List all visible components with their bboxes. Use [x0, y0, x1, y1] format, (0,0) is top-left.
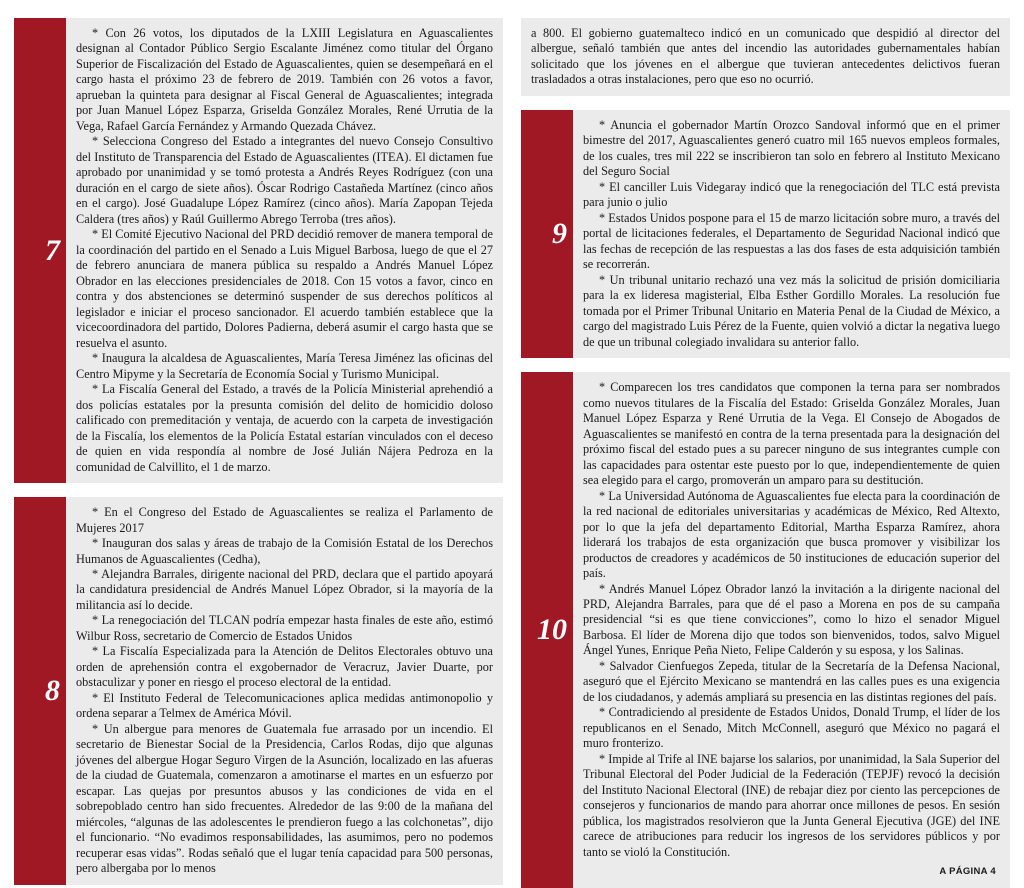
paragraph: * Un albergue para menores de Guatemala fue arrasado por un incendio. El secretario de Bienestar Social de la Presidencia, Carlos Rodas, dijo que algunas jóvenes del albergue Hogar Seguro Virgen de la Asunción, localizado en las afueras de la ciudad de Guatemala, comenzaron a amotinarse el martes en un esfuerzo por escapar. Las quejas por presuntos abusos y las condiciones de vida en el sobrepoblado centro han sido frecuentes. Alrededor de las 9:00 de la mañana del miércoles, “algunas de las adolescentes le prendieron fuego a las colchonetas”, dijo el funcionario. “No evadimos responsabilidades, las asumimos, pero no podemos recuperar esas vidas”. Rodas señaló que el lugar tenía capacidad para 500 personas, pero albergaba por lo menos	[76, 721, 493, 876]
paragraph: * Anuncia el gobernador Martín Orozco Sandoval informó que en el primer bimestre del 2017, Aguascalientes generó cuatro mil 165 nuevos empleos formales, de los cuales, tres mil 222 se inscribieron tan solo en febrero al Instituto Mexicano del Seguro Social	[583, 117, 1000, 179]
brief-number-strip-10	[521, 372, 573, 888]
brief-block-8	[14, 497, 503, 885]
paragraph: * Salvador Cienfuegos Zepeda, titular de la Secretaría de la Defensa Nacional, aseguró que el Ejército Mexicano se mantendrá en las calles pues es una exigencia de los ciudadanos, y además ampliará su presencia en las distintas regiones del país.	[583, 658, 1000, 704]
continuation-text	[521, 18, 1010, 96]
paragraph: * Un tribunal unitario rechazó una vez más la solicitud de prisión domiciliaria para la ex lideresa magisterial, Elba Esther Gordillo Morales. La resolución fue tomada por el Primer Tribunal Unitario en Materia Penal de la Ciudad de México, a cargo del magistrado Luis Pérez de la Fuente, quien volvió a dictar la negativa luego de que un tribunal colegiado invalidara su anterior fallo.	[583, 272, 1000, 349]
paragraph: * El canciller Luis Videgaray indicó que la renegociación del TLC está prevista para junio o julio	[583, 179, 1000, 210]
paragraph: * Inauguran dos salas y áreas de trabajo de la Comisión Estatal de los Derechos Humanos de Aguascalientes (Cedha),	[76, 536, 493, 566]
jump-to-page-link[interactable]	[583, 860, 1000, 880]
paragraph: * La Fiscalía General del Estado, a través de la Policía Ministerial aprehendió a dos policías estatales por la presunta comisión del delito de homicidio doloso calificado con premeditación y ventaja, de acuerdo con la carpeta de investigación de la Fiscalía, los elementos de la Policía Estatal estarían vinculados con el deceso de quien en vida respondía al nombre de José Julián Nájera Pedroza en la comunidad de Calvillito, el 1 de marzo.	[76, 382, 493, 474]
paragraph: * En el Congreso del Estado de Aguascalientes se realiza el Parlamento de Mujeres 2017	[76, 505, 493, 535]
jump-to-page-label: A PÁGINA 4	[939, 866, 996, 878]
brief-number-strip-9	[521, 110, 573, 358]
paragraph: * Con 26 votos, los diputados de la LXIII Legislatura en Aguascalientes designan al Contador Público Sergio Escalante Jiménez como titular del Órgano Superior de Fiscalización del Estado de Aguascalientes, quien se desempeñará en el cargo hasta el próximo 23 de febrero de 2019. También con 26 votos a favor, aprueban la quinteta para designar al Fiscal General de Aguascalientes; integrada por Juan Manuel López Esparza, Griselda González Morales, René Urrutia de la Vega, Rafael García Fernández y Armando Quezada Chávez.	[76, 26, 493, 133]
paragraph: * La Fiscalía Especializada para la Atención de Delitos Electorales obtuvo una orden de aprehensión contra el exgobernador de Veracruz, Javier Duarte, por obstaculizar y poner en riesgo el proceso electoral de la entidad.	[76, 644, 493, 690]
brief-number-strip-8	[14, 497, 66, 885]
brief-number-7: 7	[45, 233, 60, 267]
brief-body-10	[573, 372, 1010, 888]
paragraph: * Andrés Manuel López Obrador lanzó la invitación a la dirigente nacional del PRD, Alejandra Barrales, para que dé el paso a Morena en pos de su campaña presidencial “si es que tiene convicciones”, como lo hizo el senador Miguel Barbosa. El líder de Morena dijo que todos son bienvenidos, todos, salvo Miguel Ángel Yunes, Enrique Peña Nieto, Felipe Calderón y su esposa, y los Salinas.	[583, 581, 1000, 658]
brief-body-7	[66, 18, 503, 483]
right-column	[521, 18, 1010, 878]
brief-number-strip-7	[14, 18, 66, 483]
paragraph: * Estados Unidos pospone para el 15 de marzo licitación sobre muro, a través del portal de licitaciones federales, el Departamento de Seguridad Nacional indicó que las fechas de recepción de las respuestas a las dos fases de esta adquisición también se recorrerán.	[583, 210, 1000, 272]
brief-body-9	[573, 110, 1010, 358]
paragraph: * El Comité Ejecutivo Nacional del PRD decidió remover de manera temporal de la coordinación del partido en el Senado a Luis Miguel Barbosa, luego de que el 27 de febrero anunciara de manera pública su respaldo a Andrés Manuel López Obrador en las elecciones presidenciales de 2018. Con 15 votos a favor, cinco en contra y dos abstenciones se determinó suspender de sus derechos políticos al legislador e iniciar el proceso sancionador. El acuerdo también establece que la vicecoordinadora del partido, Dolores Padierna, deberá asumir el cargo hasta que se resuelva el asunto.	[76, 227, 493, 350]
paragraph: * Alejandra Barrales, dirigente nacional del PRD, declara que el partido apoyará la candidatura presidencial de Andrés Manuel López Obrador, si la mayoría de la militancia así lo decide.	[76, 566, 493, 612]
left-column	[14, 18, 503, 876]
brief-number-8: 8	[45, 673, 60, 707]
paragraph: * Impide al Trife al INE bajarse los salarios, por unanimidad, la Sala Superior del Tribunal Electoral del Poder Judicial de la Federación (TEPJF) revocó la decisión del Instituto Nacional Electoral (INE) de rebajar diez por ciento las percepciones de consejeros y funcionarios de mando para ahorrar once millones de pesos. En sesión pública, los magistrados resolvieron que la Junta General Ejecutiva (JGE) del INE carece de atribuciones para reducir los ingresos de los servidores públicos y por tanto se violó la Constitución.	[583, 751, 1000, 859]
paragraph: * Comparecen los tres candidatos que componen la terna para ser nombrados como nuevos titulares de la Fiscalía del Estado: Griselda González Morales, Juan Manuel López Esparza y René Urrutia de la Vega. El Consejo de Abogados de Aguascalientes se manifestó en contra de la terna presentada para la designación del próximo fiscal del estado pues a su parecer ninguno de sus integrantes cumple con las capacidades para ostentar este puesto por lo que, independientemente de quien sea elegido para el cargo, promoverán un amparo para su destitución.	[583, 380, 1000, 488]
paragraph: * La renegociación del TLCAN podría empezar hasta finales de este año, estimó Wilbur Ross, secretario de Comercio de Estados Unidos	[76, 613, 493, 643]
paragraph: * Contradiciendo al presidente de Estados Unidos, Donald Trump, el líder de los republicanos en el Senado, Mitch McConnell, aseguró que México no pagará el muro fronterizo.	[583, 705, 1000, 751]
brief-number-10: 10	[537, 613, 567, 647]
brief-number-9: 9	[552, 217, 567, 251]
brief-block-9	[521, 110, 1010, 358]
paragraph: a 800. El gobierno guatemalteco indicó en un comunicado que despidió al director del albergue, señaló también que antes del incendio las autoridades gubernamentales habían solicitado que los jóvenes en el albergue que tuvieran antecedentes delictivos fueran trasladados a otras instalaciones, pero que eso no ocurrió.	[531, 26, 1000, 87]
paragraph: * Inaugura la alcaldesa de Aguascalientes, María Teresa Jiménez las oficinas del Centro Mipyme y la Secretaría de Economía Social y Turismo Municipal.	[76, 351, 493, 381]
paragraph: * Selecciona Congreso del Estado a integrantes del nuevo Consejo Consultivo del Instituto de Transparencia del Estado de Aguascalientes (ITEA). El dictamen fue aprobado por unanimidad y se tomó protesta a Andrés Reyes Rodríguez (con una duración en el cargo de siete años). Óscar Rodrigo Castañeda Martínez (cinco años en el cargo). José Guadalupe López Ramírez (cinco años). María Zapopan Tejeda Caldera (tres años) y Raúl Guillermo Abrego Terroba (tres años).	[76, 134, 493, 226]
paragraph: * El Instituto Federal de Telecomunicaciones aplica medidas antimonopolio y ordena separar a Telmex de América Móvil.	[76, 690, 493, 721]
brief-body-8	[66, 497, 503, 885]
paragraph: * La Universidad Autónoma de Aguascalientes fue electa para la coordinación de la red nacional de editoriales universitarias y académicas de México, Red Altexto, por lo que la jefa del departamento Editorial, Martha Esparza Ramírez, ahora liderará los trabajos de esta organización que busca promover y visibilizar los productos de creadores y académicos de 50 instituciones de educación superior del país.	[583, 488, 1000, 581]
brief-block-10	[521, 372, 1010, 888]
brief-block-7	[14, 18, 503, 483]
